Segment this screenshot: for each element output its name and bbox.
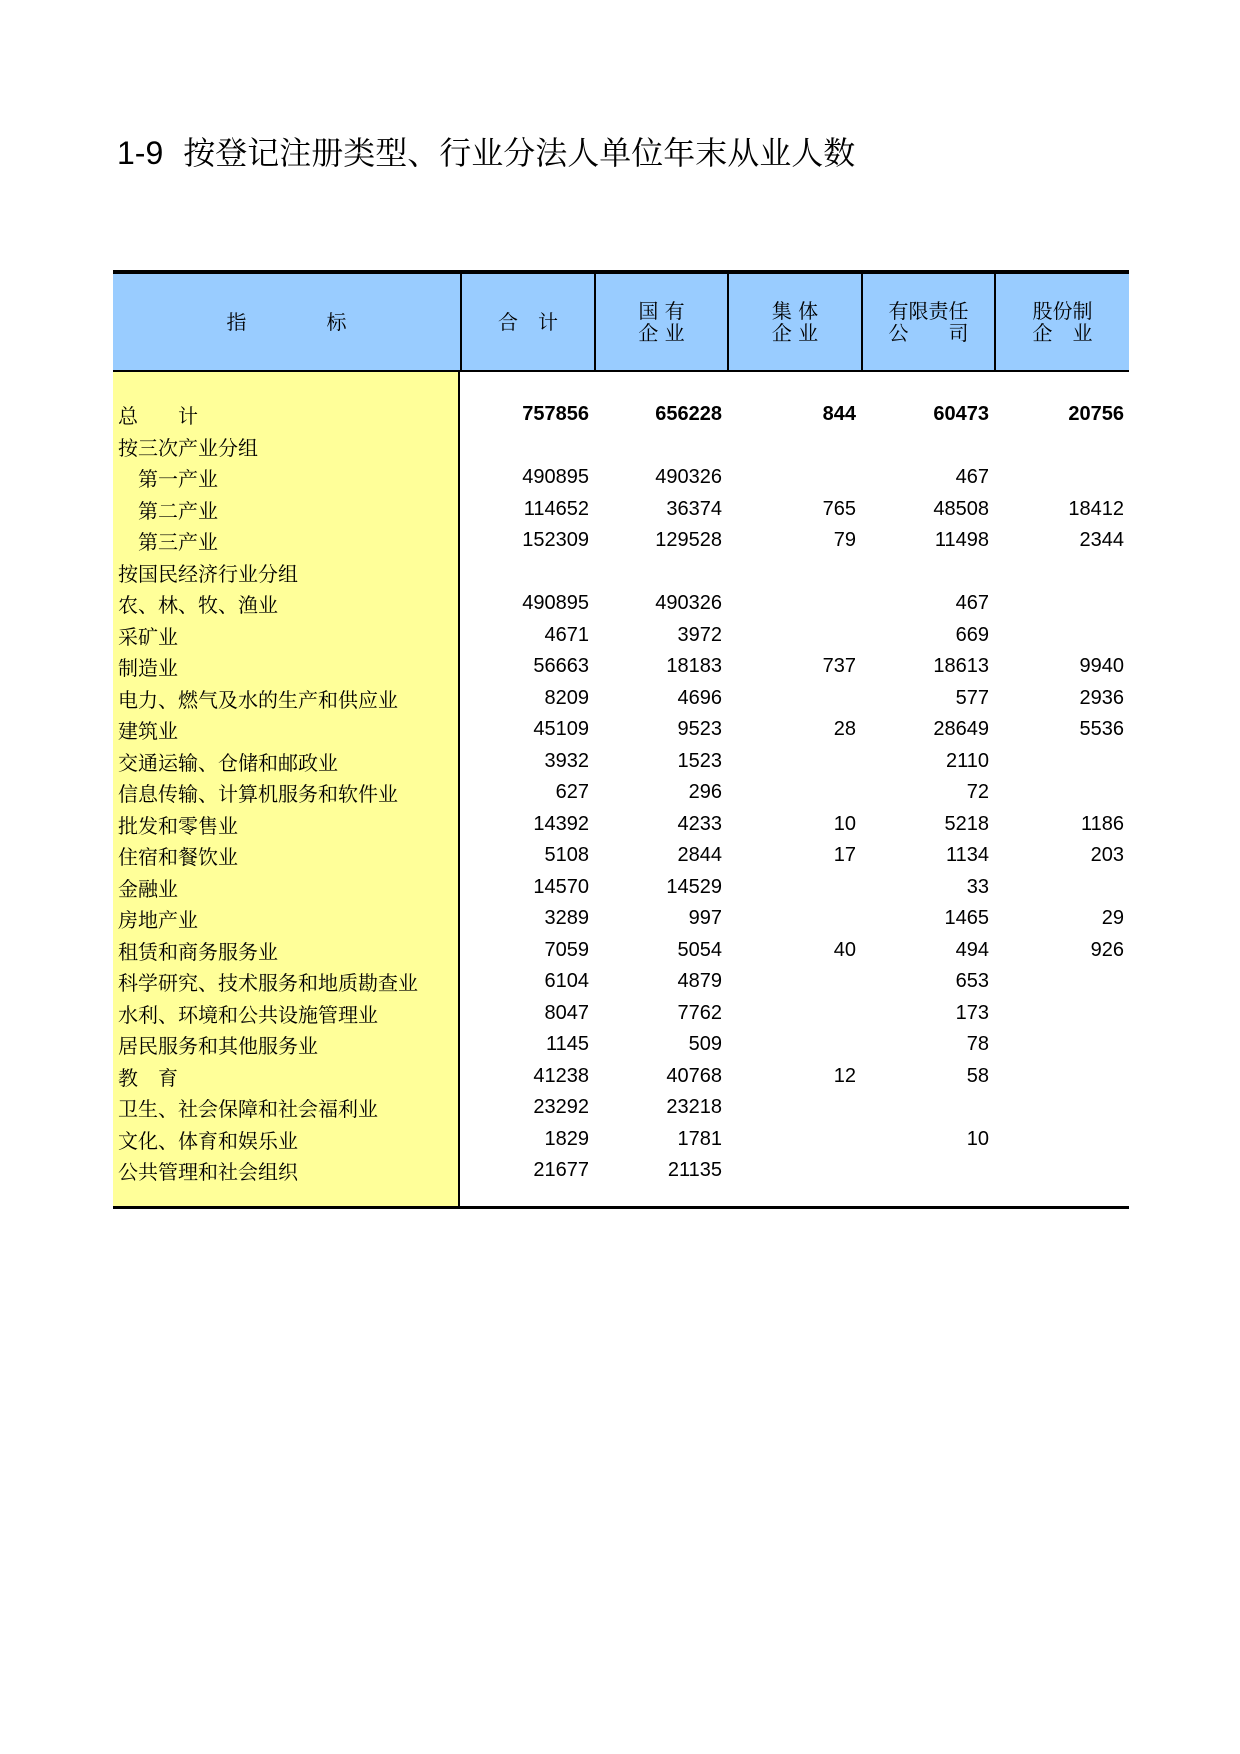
row-value: 577 — [955, 686, 989, 709]
row-value: 1829 — [544, 1127, 589, 1150]
row-value: 5108 — [544, 844, 589, 867]
row-value: 4696 — [677, 686, 722, 709]
row-label: 按三次产业分组 — [118, 435, 258, 460]
row-value: 6104 — [544, 970, 589, 993]
table-row — [113, 683, 1129, 715]
row-label: 第一产业 — [138, 467, 218, 492]
row-value: 14529 — [666, 875, 722, 898]
row-label: 科学研究、技术服务和地质勘查业 — [118, 971, 418, 996]
row-value: 28 — [833, 718, 856, 741]
row-label: 第三产业 — [138, 530, 218, 555]
row-value: 36374 — [666, 497, 722, 520]
table-row — [113, 714, 1129, 746]
table-row — [113, 1124, 1129, 1156]
row-label: 建筑业 — [118, 719, 178, 744]
table-row — [113, 777, 1129, 809]
row-value: 40 — [833, 938, 856, 961]
row-value: 14392 — [533, 812, 589, 835]
row-label: 制造业 — [118, 656, 178, 681]
table-row — [113, 431, 1129, 463]
table-row — [113, 620, 1129, 652]
row-value: 45109 — [533, 718, 589, 741]
row-value: 3289 — [544, 907, 589, 930]
row-value: 3932 — [544, 749, 589, 772]
row-value: 2110 — [945, 749, 989, 772]
table-row — [113, 998, 1129, 1030]
row-label: 信息传输、计算机服务和软件业 — [118, 782, 398, 807]
table-body — [113, 372, 1129, 1209]
header-total: 合 计 — [460, 274, 594, 370]
row-label: 总 计 — [118, 404, 198, 429]
row-value: 18613 — [933, 655, 989, 678]
row-value: 33 — [966, 875, 989, 898]
row-value: 1523 — [677, 749, 722, 772]
row-label: 住宿和餐饮业 — [118, 845, 238, 870]
row-value: 656228 — [655, 403, 722, 426]
row-value: 28649 — [933, 718, 989, 741]
table-rows — [113, 372, 1129, 1206]
row-value: 653 — [955, 970, 989, 993]
row-value: 8047 — [544, 1001, 589, 1024]
row-label: 居民服务和其他服务业 — [118, 1034, 318, 1059]
row-label: 房地产业 — [118, 908, 198, 933]
table-title-text: 按登记注册类型、行业分法人单位年末从业人数 — [183, 134, 856, 172]
row-value: 18412 — [1068, 497, 1124, 520]
row-value: 296 — [688, 781, 722, 804]
row-value: 12 — [833, 1064, 856, 1087]
header-collective: 集 体 企 业 — [727, 274, 861, 370]
row-value: 58 — [966, 1064, 989, 1087]
row-value: 490895 — [522, 592, 589, 615]
table-row — [113, 651, 1129, 683]
table-row — [113, 399, 1129, 431]
row-value: 79 — [833, 529, 856, 552]
row-label: 水利、环境和公共设施管理业 — [118, 1002, 378, 1027]
row-value: 7059 — [544, 938, 589, 961]
row-value: 10 — [966, 1127, 989, 1150]
row-value: 490895 — [522, 466, 589, 489]
row-value: 9523 — [677, 718, 722, 741]
row-label: 按国民经济行业分组 — [118, 561, 298, 586]
row-value: 173 — [955, 1001, 989, 1024]
row-value: 5218 — [944, 812, 989, 835]
table-number: 1-9 — [117, 135, 164, 171]
row-value: 152309 — [522, 529, 589, 552]
row-value: 1465 — [944, 907, 989, 930]
row-value: 2936 — [1079, 686, 1124, 709]
row-value: 757856 — [522, 403, 589, 426]
row-label: 卫生、社会保障和社会福利业 — [118, 1097, 378, 1122]
table-row — [113, 588, 1129, 620]
row-label: 电力、燃气及水的生产和供应业 — [118, 687, 398, 712]
row-value: 21677 — [533, 1159, 589, 1182]
row-value: 14570 — [533, 875, 589, 898]
row-value: 29 — [1101, 907, 1124, 930]
row-label: 采矿业 — [118, 624, 178, 649]
row-value: 8209 — [544, 686, 589, 709]
header-indicator: 指 标 — [226, 310, 347, 334]
header-joint-stock: 股份制 企 业 — [994, 274, 1129, 370]
row-value: 4879 — [677, 970, 722, 993]
row-value: 494 — [955, 938, 989, 961]
row-value: 1186 — [1080, 812, 1124, 835]
table-row — [113, 525, 1129, 557]
table-row — [113, 1061, 1129, 1093]
row-value: 467 — [955, 592, 989, 615]
row-value: 765 — [822, 497, 856, 520]
row-value: 9940 — [1079, 655, 1124, 678]
row-value: 18183 — [666, 655, 722, 678]
row-value: 1781 — [677, 1127, 722, 1150]
row-value: 926 — [1090, 938, 1124, 961]
row-value: 11498 — [934, 529, 989, 552]
row-value: 40768 — [666, 1064, 722, 1087]
row-value: 17 — [833, 844, 856, 867]
row-value: 10 — [833, 812, 856, 835]
row-value: 4233 — [677, 812, 722, 835]
row-value: 627 — [555, 781, 589, 804]
row-value: 490326 — [655, 592, 722, 615]
row-label: 交通运输、仓储和邮政业 — [118, 750, 338, 775]
row-value: 5054 — [677, 938, 722, 961]
row-label: 第二产业 — [138, 498, 218, 523]
table-header — [113, 270, 1129, 372]
row-value: 997 — [688, 907, 722, 930]
row-value: 72 — [966, 781, 989, 804]
row-value: 4671 — [544, 623, 589, 646]
row-label: 金融业 — [118, 876, 178, 901]
page-title — [117, 128, 855, 174]
table-row — [113, 462, 1129, 494]
row-value: 5536 — [1079, 718, 1124, 741]
row-value: 509 — [688, 1033, 722, 1056]
row-label: 教 育 — [118, 1065, 178, 1090]
row-value: 56663 — [533, 655, 589, 678]
row-label: 租赁和商务服务业 — [118, 939, 278, 964]
row-value: 23218 — [666, 1096, 722, 1119]
table-row — [113, 903, 1129, 935]
row-value: 737 — [822, 655, 856, 678]
row-value: 114652 — [523, 497, 589, 520]
row-value: 41238 — [533, 1064, 589, 1087]
table-row — [113, 872, 1129, 904]
row-value: 844 — [822, 403, 856, 426]
row-value: 60473 — [933, 403, 989, 426]
row-value: 3972 — [677, 623, 722, 646]
row-value: 7762 — [677, 1001, 722, 1024]
table-row — [113, 809, 1129, 841]
row-value: 467 — [955, 466, 989, 489]
row-value: 129528 — [655, 529, 722, 552]
row-value: 78 — [966, 1033, 989, 1056]
row-value: 490326 — [655, 466, 722, 489]
row-label: 公共管理和社会组织 — [118, 1160, 298, 1185]
row-label: 批发和零售业 — [118, 813, 238, 838]
row-value: 1145 — [545, 1033, 589, 1056]
table-row — [113, 494, 1129, 526]
row-value: 2344 — [1079, 529, 1124, 552]
table-row — [113, 1155, 1129, 1187]
row-value: 21135 — [667, 1159, 722, 1182]
table-row — [113, 1029, 1129, 1061]
row-value: 23292 — [533, 1096, 589, 1119]
row-value: 2844 — [677, 844, 722, 867]
row-label: 农、林、牧、渔业 — [118, 593, 278, 618]
row-value: 203 — [1090, 844, 1124, 867]
header-state-owned: 国 有 企 业 — [594, 274, 727, 370]
data-table — [113, 270, 1129, 1209]
row-value: 20756 — [1068, 403, 1124, 426]
table-row — [113, 935, 1129, 967]
row-value: 669 — [955, 623, 989, 646]
header-limited-liability: 有限责任 公 司 — [861, 274, 994, 370]
row-label: 文化、体育和娱乐业 — [118, 1128, 298, 1153]
table-row — [113, 840, 1129, 872]
table-row — [113, 557, 1129, 589]
table-row — [113, 746, 1129, 778]
table-row — [113, 1092, 1129, 1124]
row-value: 48508 — [933, 497, 989, 520]
row-value: 1134 — [945, 844, 989, 867]
table-row — [113, 966, 1129, 998]
